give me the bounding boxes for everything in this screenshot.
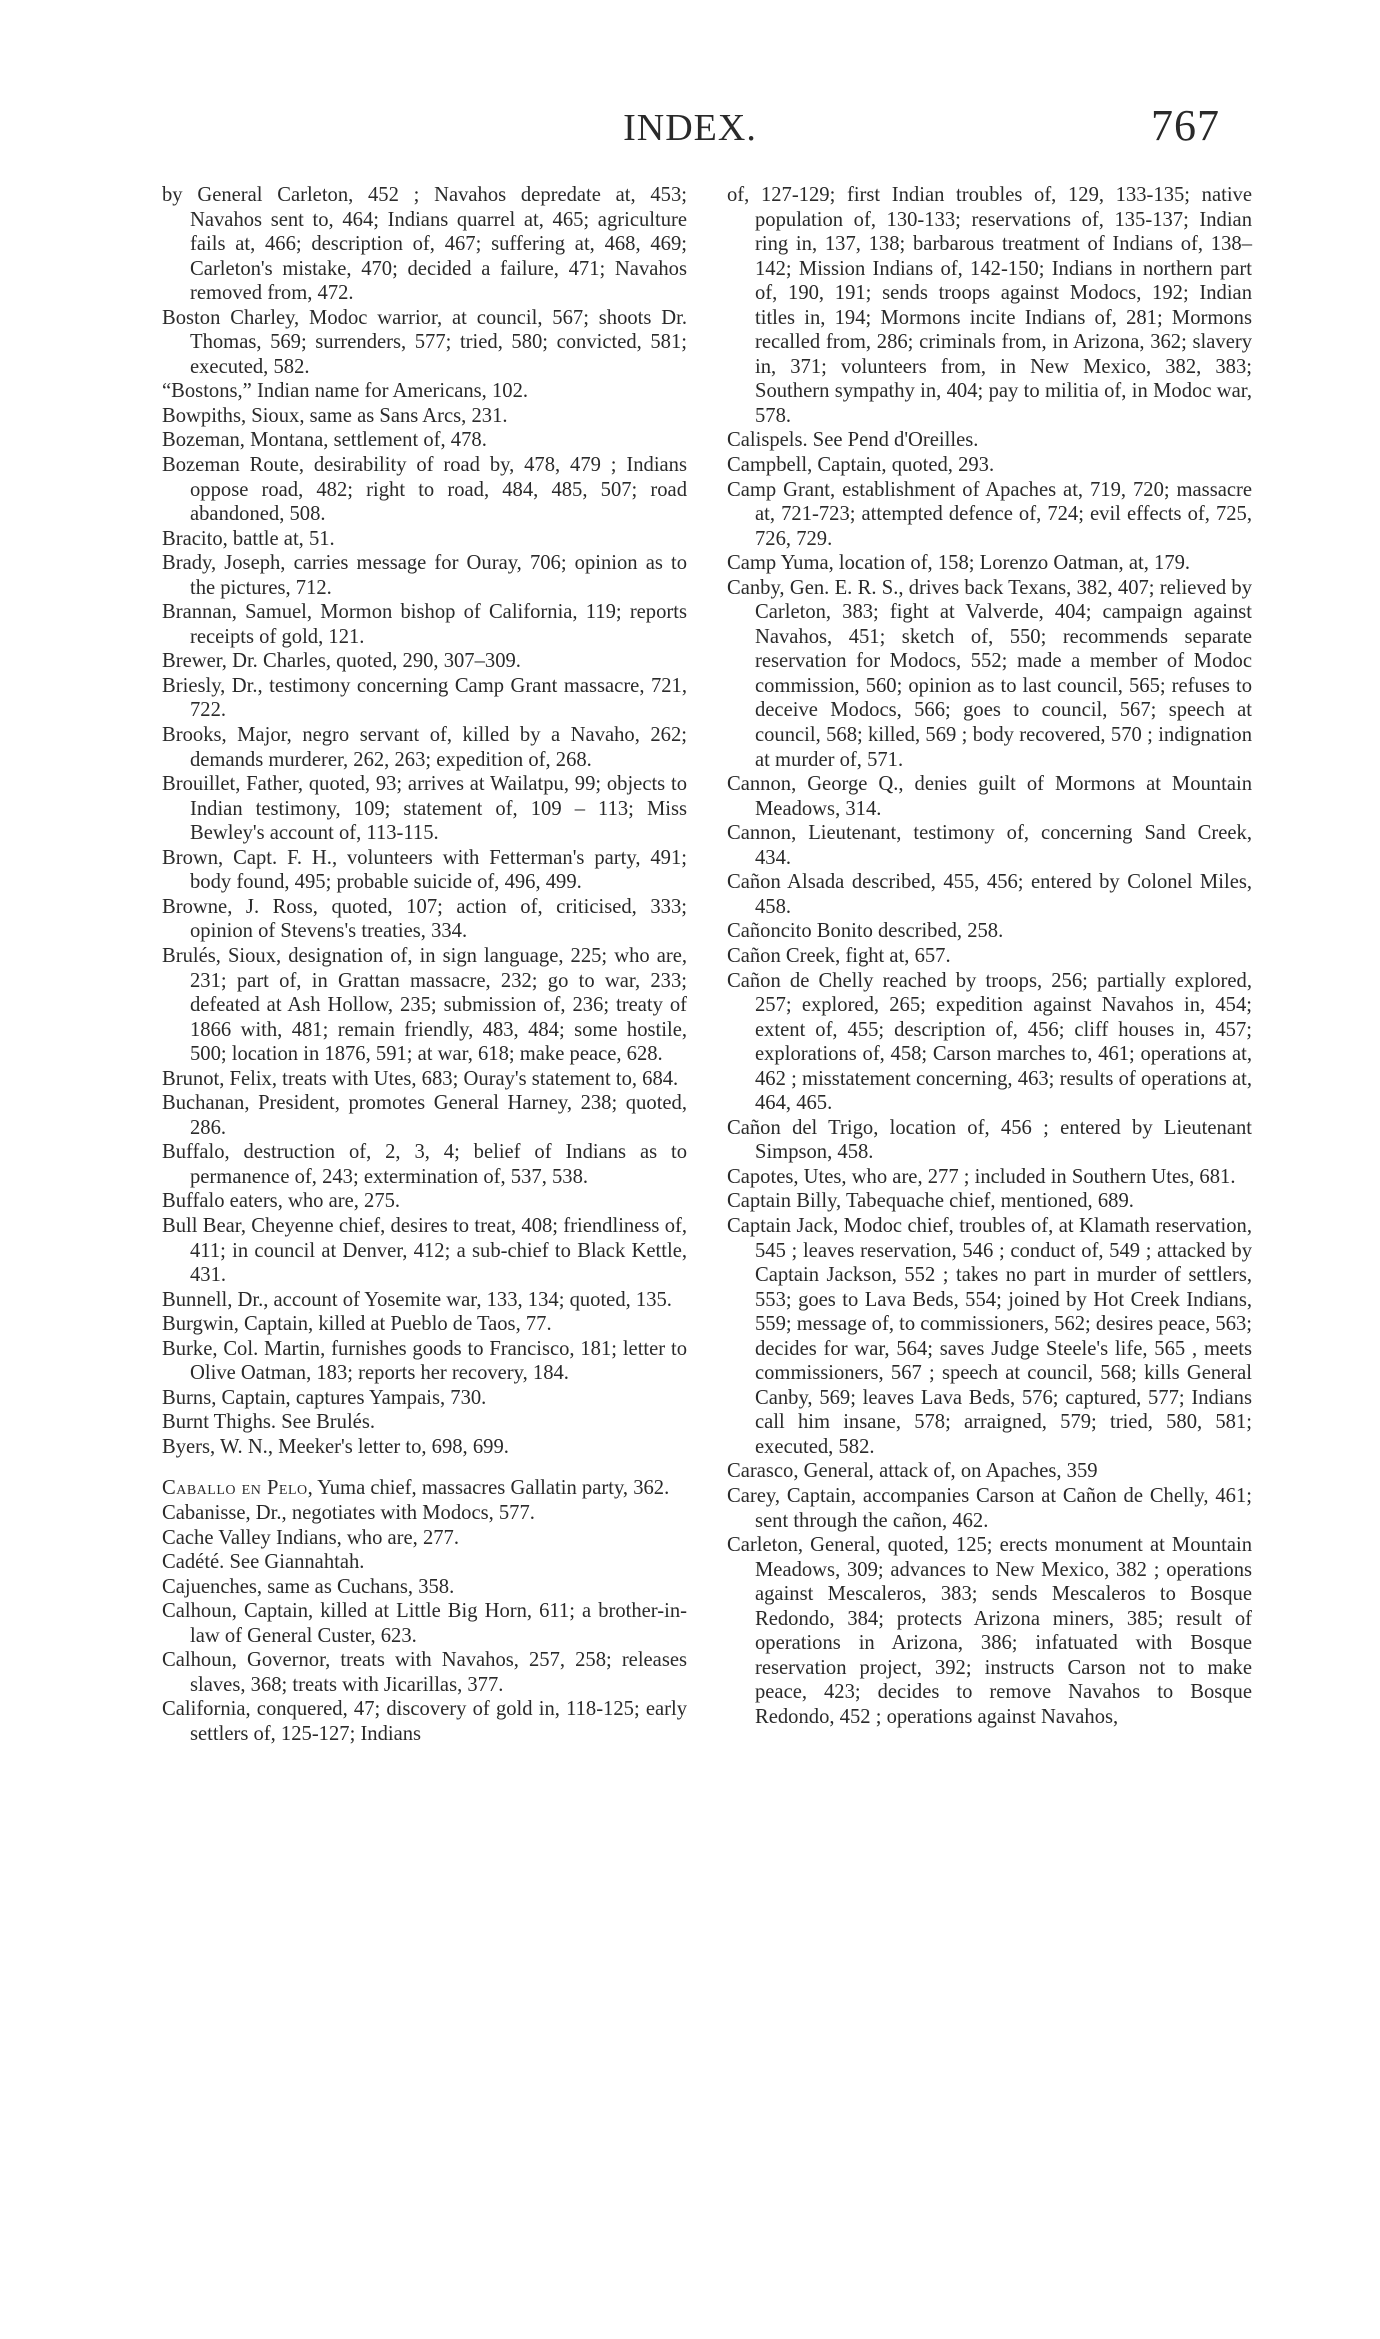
index-entry: Capotes, Utes, who are, 277 ; included in Southern Utes, 681. xyxy=(727,1165,1236,1188)
index-entry: Captain Jack, Modoc chief, troubles of, at Klamath reservation, 545 ; leaves reservation, 546 ; conduct of, 549 ; attacked by Captain Jackson, 552 ; takes no part in murder of settlers, 553; goes to Lava Beds, 554; joined by Hot Creek Indians, 559; message of, to commissioners, 562; desires peace, 563; decides for war, 564; saves Judge Steele's life, 565 , meets commissioners, 567 ; speech at council, 568; kills General Canby, 569; leaves Lava Beds, 576; captured, 577; Indians call him insane, 578; arraigned, 579; tried, 580, 581; executed, 582. xyxy=(727,1214,1253,1458)
index-entry: Cañon de Chelly reached by troops, 256; partially explored, 257; explored, 265; expedition against Navahos in, 454; extent of, 455; description of, 456; cliff houses in, 457; explorations of, 458; Carson marches to, 461; operations at, 462 ; misstatement concerning, 463; results of operations at, 464, 465. xyxy=(727,969,1252,1115)
index-entry: Caballo en Pelo, Yuma chief, massacres Gallatin party, 362. xyxy=(162,1477,670,1500)
index-entry: Cañoncito Bonito described, 258. xyxy=(727,920,1004,943)
page-number: 767 xyxy=(1151,101,1220,150)
index-entry: Cache Valley Indians, who are, 277. xyxy=(162,1526,459,1549)
index-entry: Cadété. See Giannahtah. xyxy=(162,1551,365,1574)
index-entry: Canby, Gen. E. R. S., drives back Texans, 382, 407; relieved by Carleton, 383; fight at Valverde, 404; campaign against Navahos, 451; sketch of, 550; recommends separate reservation for Modocs, 552; made a member of Modoc commission, 560; opinion as to last council, 565; refuses to deceive Modocs, 566; goes to council, 567; speech at council, 568; killed, 569 ; body recovered, 570 ; indignation at murder of, 571. xyxy=(727,576,1252,771)
index-entry: Buffalo, destruction of, 2, 3, 4; belief of Indians as to permanence of, 243; extermination of, 537, 538. xyxy=(162,1141,687,1188)
index-entry: Carleton, General, quoted, 125; erects monument at Mountain Meadows, 309; advances to New Mexico, 382 ; operations against Mescaleros, 383; sends Mescaleros to Bosque Redondo, 384; protects Arizona miners, 385; result of operations in Arizona, 386; infatuated with Bosque reservation project, 392; instructs Carson not to make peace, 423; decides to remove Navahos to Bosque Redondo, 452 ; operations against Navahos, xyxy=(727,1534,1252,1728)
index-entry: Cannon, Lieutenant, testimony of, concerning Sand Creek, 434. xyxy=(727,822,1252,869)
index-entry: Cajuenches, same as Cuchans, 358. xyxy=(162,1575,455,1598)
index-entry: Calispels. See Pend d'Oreilles. xyxy=(727,429,979,452)
index-entry: Brulés, Sioux, designation of, in sign language, 225; who are, 231; part of, in Grattan massacre, 232; go to war, 233; defeated at Ash Hollow, 235; submission of, 236; treaty of 1866 with, 481; remain friendly, 483, 484; some hostile, 500; location in 1876, 591; at war, 618; make peace, 628. xyxy=(162,944,687,1066)
page-title: INDEX. xyxy=(623,107,757,149)
index-entry: Bracito, battle at, 51. xyxy=(162,527,335,550)
index-entry: Captain Billy, Tabequache chief, mentioned, 689. xyxy=(727,1190,1134,1213)
index-entry: Calhoun, Governor, treats with Navahos, 257, 258; releases slaves, 368; treats with Jicarillas, 377. xyxy=(162,1649,687,1696)
index-entry: Bunnell, Dr., account of Yosemite war, 133, 134; quoted, 135. xyxy=(162,1288,672,1311)
entry-heading-smallcaps: Caballo en Pelo xyxy=(162,1477,308,1500)
index-entry: Brewer, Dr. Charles, quoted, 290, 307–309. xyxy=(162,650,521,673)
index-entry: Burke, Col. Martin, furnishes goods to Francisco, 181; letter to Olive Oatman, 183; reports her recovery, 184. xyxy=(162,1337,687,1385)
index-entry: Cañon Alsada described, 455, 456; entered by Colonel Miles, 458. xyxy=(727,871,1252,918)
index-entry: Bozeman Route, desirability of road by, 478, 479 ; Indians oppose road, 482; right to road, 484, 485, 507; road abandoned, 508. xyxy=(162,454,687,526)
index-entry: Brooks, Major, negro servant of, killed by a Navaho, 262; demands murderer, 262, 263; expedition of, 268. xyxy=(162,724,687,771)
index-entry: Browne, J. Ross, quoted, 107; action of, criticised, 333; opinion of Stevens's treaties, 334. xyxy=(162,895,687,943)
index-entry: Cabanisse, Dr., negotiates with Modocs, 577. xyxy=(162,1501,535,1524)
index-entry: Calhoun, Captain, killed at Little Big Horn, 611; a brother-in-law of General Custer, 623. xyxy=(162,1600,687,1647)
index-entry: Burns, Captain, captures Yampais, 730. xyxy=(162,1386,487,1409)
index-entry: “Bostons,” Indian name for Americans, 102. xyxy=(162,380,529,403)
index-entry: Buffalo eaters, who are, 275. xyxy=(162,1190,401,1213)
index-entry: Byers, W. N., Meeker's letter to, 698, 699. xyxy=(162,1435,509,1458)
index-entry: Cannon, George Q., denies guilt of Mormons at Mountain Meadows, 314. xyxy=(727,773,1252,820)
index-entry: by General Carleton, 452 ; Navahos depredate at, 453; Navahos sent to, 464; Indians quarrel at, 465; agriculture fails at, 466; description of, 467; suffering at, 468, 469; Carleton's mistake, 470; decided a failure, 471; Navahos removed from, 472. xyxy=(162,184,687,305)
right-index-column xyxy=(727,183,1252,1729)
index-entry: Carasco, General, attack of, on Apaches, 359 xyxy=(727,1460,1098,1483)
index-entry: California, conquered, 47; discovery of gold in, 118-125; early settlers of, 125-127; Indians xyxy=(162,1698,687,1745)
index-entry: Bowpiths, Sioux, same as Sans Arcs, 231. xyxy=(162,404,508,427)
index-entry: Carey, Captain, accompanies Carson at Cañon de Chelly, 461; sent through the cañon, 462. xyxy=(727,1484,1252,1532)
index-entry: Brown, Capt. F. H., volunteers with Fetterman's party, 491; body found, 495; probable suicide of, 496, 499. xyxy=(162,846,687,894)
index-entry: Campbell, Captain, quoted, 293. xyxy=(727,454,995,477)
index-entry: Bull Bear, Cheyenne chief, desires to treat, 408; friendliness of, 411; in council at Denver, 412; a sub-chief to Black Kettle, 431. xyxy=(162,1214,687,1287)
index-entry: Burnt Thighs. See Brulés. xyxy=(162,1411,375,1434)
page-header xyxy=(160,100,1220,160)
left-index-column xyxy=(162,183,687,1746)
index-entry: Buchanan, President, promotes General Harney, 238; quoted, 286. xyxy=(162,1092,687,1139)
index-entry: Brunot, Felix, treats with Utes, 683; Ouray's statement to, 684. xyxy=(162,1067,679,1090)
index-entry: Cañon Creek, fight at, 657. xyxy=(727,944,951,967)
index-entry: Brannan, Samuel, Mormon bishop of California, 119; reports receipts of gold, 121. xyxy=(162,601,687,648)
index-entry: Burgwin, Captain, killed at Pueblo de Taos, 77. xyxy=(162,1313,552,1336)
index-entry: Camp Yuma, location of, 158; Lorenzo Oatman, at, 179. xyxy=(727,552,1191,575)
index-entry: Briesly, Dr., testimony concerning Camp Grant massacre, 721, 722. xyxy=(162,674,687,722)
index-entry: Brady, Joseph, carries message for Ouray, 706; opinion as to the pictures, 712. xyxy=(162,552,687,599)
index-entry: Brouillet, Father, quoted, 93; arrives at Wailatpu, 99; objects to Indian testimony, 109; statement of, 109 – 113; Miss Bewley's account of, 113-115. xyxy=(162,773,687,845)
index-entry: Boston Charley, Modoc warrior, at council, 567; shoots Dr. Thomas, 569; surrenders, 577; tried, 580; convicted, 581; executed, 582. xyxy=(162,306,687,378)
index-entry: Camp Grant, establishment of Apaches at, 719, 720; massacre at, 721-723; attempted defence of, 724; evil effects of, 725, 726, 729. xyxy=(727,478,1252,550)
index-entry: Bozeman, Montana, settlement of, 478. xyxy=(162,429,487,452)
index-entry: of, 127-129; first Indian troubles of, 129, 133-135; native population of, 130-133; reservations of, 135-137; Indian ring in, 137, 138; barbarous treatment of Indians of, 138–142; Mission Indians of, 142-150; Indians in northern part of, 190, 191; sends troops against Modocs, 192; Indian titles in, 194; Mormons incite Indians of, 281; Mormons recalled from, 286; criminals from, in Arizona, 362; slavery in, 371; volunteers from, in New Mexico, 382, 383; Southern sympathy in, 404; pay to militia of, in Modoc war, 578. xyxy=(727,184,1252,427)
index-entry: Cañon del Trigo, location of, 456 ; entered by Lieutenant Simpson, 458. xyxy=(727,1116,1252,1164)
